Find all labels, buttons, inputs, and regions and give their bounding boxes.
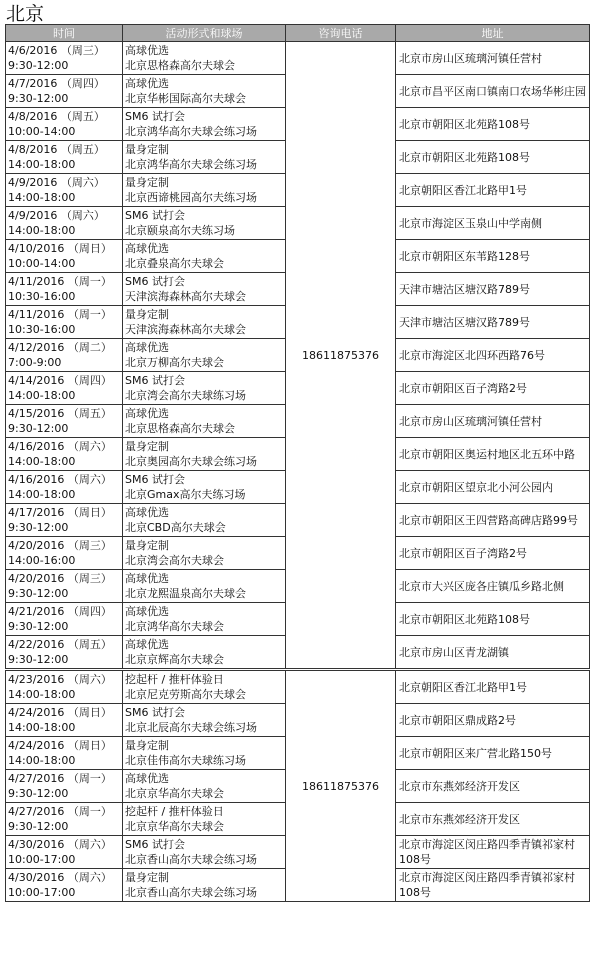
cell-activity — [123, 803, 286, 836]
event-activity: 高球优选 — [125, 407, 169, 420]
cell-address: 北京市朝阳区来广营北路150号 — [396, 737, 590, 770]
event-venue: 北京京华高尔夫球会 — [125, 820, 224, 833]
cell-address: 北京市房山区琉璃河镇任营村 — [396, 42, 590, 75]
event-venue: 北京鸿华高尔夫球会练习场 — [125, 158, 257, 171]
cell-address: 北京市朝阳区东苇路128号 — [396, 240, 590, 273]
event-date: 4/8/2016 （周五） — [8, 143, 105, 156]
event-activity: 高球优选 — [125, 572, 169, 585]
cell-activity — [123, 471, 286, 504]
cell-address: 北京市朝阳区北苑路108号 — [396, 603, 590, 636]
event-venue: 北京北辰高尔夫球会练习场 — [125, 721, 257, 734]
event-time: 14:00-18:00 — [8, 754, 76, 767]
event-venue: 北京思格森高尔夫球会 — [125, 422, 235, 435]
cell-time — [6, 339, 123, 372]
cell-activity — [123, 174, 286, 207]
cell-activity — [123, 836, 286, 869]
cell-activity — [123, 504, 286, 537]
event-activity: 挖起杆 / 推杆体验日 — [125, 673, 224, 686]
event-venue: 北京西谛桃园高尔夫练习场 — [125, 191, 257, 204]
cell-activity — [123, 570, 286, 603]
cell-time — [6, 240, 123, 273]
cell-time — [6, 836, 123, 869]
event-date: 4/27/2016 （周一） — [8, 805, 112, 818]
cell-address: 天津市塘沽区塘汉路789号 — [396, 273, 590, 306]
event-date: 4/23/2016 （周六） — [8, 673, 112, 686]
event-venue: 北京湾会高尔夫球会 — [125, 554, 224, 567]
event-time: 10:30-16:00 — [8, 290, 76, 303]
cell-activity — [123, 108, 286, 141]
cell-address: 北京市房山区琉璃河镇任营村 — [396, 405, 590, 438]
cell-time — [6, 42, 123, 75]
cell-activity — [123, 670, 286, 704]
event-time: 14:00-18:00 — [8, 191, 76, 204]
event-venue: 北京CBD高尔夫球会 — [125, 521, 226, 534]
cell-activity — [123, 207, 286, 240]
cell-time — [6, 869, 123, 902]
cell-time — [6, 174, 123, 207]
cell-address: 天津市塘沽区塘汉路789号 — [396, 306, 590, 339]
event-time: 14:00-18:00 — [8, 224, 76, 237]
event-activity: SM6 试打会 — [125, 706, 185, 719]
cell-activity — [123, 770, 286, 803]
event-time: 14:00-18:00 — [8, 488, 76, 501]
event-date: 4/22/2016 （周五） — [8, 638, 112, 651]
event-venue: 北京万柳高尔夫球会 — [125, 356, 224, 369]
event-time: 14:00-18:00 — [8, 455, 76, 468]
event-activity: 高球优选 — [125, 341, 169, 354]
cell-time — [6, 471, 123, 504]
cell-time — [6, 603, 123, 636]
event-date: 4/9/2016 （周六） — [8, 209, 105, 222]
cell-time — [6, 405, 123, 438]
event-venue: 北京香山高尔夫球会练习场 — [125, 853, 257, 866]
event-venue: 北京湾会高尔夫球练习场 — [125, 389, 246, 402]
event-activity: 量身定制 — [125, 176, 169, 189]
event-time: 10:00-17:00 — [8, 853, 76, 866]
event-date: 4/17/2016 （周日） — [8, 506, 112, 519]
event-activity: 量身定制 — [125, 143, 169, 156]
cell-activity — [123, 306, 286, 339]
header-address: 地址 — [396, 25, 590, 42]
cell-phone: 18611875376 — [286, 42, 396, 670]
event-venue: 北京思格森高尔夫球会 — [125, 59, 235, 72]
event-date: 4/24/2016 （周日） — [8, 739, 112, 752]
event-time: 9:30-12:00 — [8, 587, 69, 600]
event-activity: 量身定制 — [125, 440, 169, 453]
cell-time — [6, 372, 123, 405]
event-time: 10:00-17:00 — [8, 886, 76, 899]
event-date: 4/10/2016 （周日） — [8, 242, 112, 255]
event-activity: SM6 试打会 — [125, 473, 185, 486]
event-time: 14:00-16:00 — [8, 554, 76, 567]
cell-address: 北京市海淀区北四环西路76号 — [396, 339, 590, 372]
cell-time — [6, 537, 123, 570]
cell-activity — [123, 704, 286, 737]
event-time: 10:00-14:00 — [8, 257, 76, 270]
cell-time — [6, 438, 123, 471]
cell-activity — [123, 75, 286, 108]
table-row — [6, 670, 590, 704]
cell-address: 北京市朝阳区奥运村地区北五环中路 — [396, 438, 590, 471]
cell-activity — [123, 537, 286, 570]
event-date: 4/8/2016 （周五） — [8, 110, 105, 123]
event-venue: 北京尼克劳斯高尔夫球会 — [125, 688, 246, 701]
event-activity: SM6 试打会 — [125, 275, 185, 288]
event-time: 7:00-9:00 — [8, 356, 62, 369]
cell-activity — [123, 42, 286, 75]
event-date: 4/14/2016 （周四） — [8, 374, 112, 387]
event-venue: 北京华彬国际高尔夫球会 — [125, 92, 246, 105]
event-venue: 北京京华高尔夫球会 — [125, 787, 224, 800]
event-date: 4/27/2016 （周一） — [8, 772, 112, 785]
event-activity: 高球优选 — [125, 44, 169, 57]
cell-activity — [123, 141, 286, 174]
event-time: 14:00-18:00 — [8, 389, 76, 402]
event-time: 10:00-14:00 — [8, 125, 76, 138]
event-activity: SM6 试打会 — [125, 110, 185, 123]
cell-time — [6, 737, 123, 770]
cell-time — [6, 704, 123, 737]
cell-time — [6, 670, 123, 704]
event-time: 9:30-12:00 — [8, 787, 69, 800]
event-time: 9:30-12:00 — [8, 59, 69, 72]
event-date: 4/12/2016 （周二） — [8, 341, 112, 354]
event-activity: SM6 试打会 — [125, 209, 185, 222]
event-date: 4/16/2016 （周六） — [8, 473, 112, 486]
cell-address: 北京市朝阳区北苑路108号 — [396, 108, 590, 141]
cell-address: 北京市朝阳区王四营路高碑店路99号 — [396, 504, 590, 537]
event-activity: 高球优选 — [125, 605, 169, 618]
cell-activity — [123, 339, 286, 372]
cell-activity — [123, 273, 286, 306]
cell-time — [6, 504, 123, 537]
event-time: 10:30-16:00 — [8, 323, 76, 336]
event-time: 14:00-18:00 — [8, 688, 76, 701]
cell-time — [6, 141, 123, 174]
cell-address: 北京市大兴区庞各庄镇瓜乡路北侧 — [396, 570, 590, 603]
cell-address: 北京朝阳区香江北路甲1号 — [396, 670, 590, 704]
cell-address: 北京市昌平区南口镇南口农场华彬庄园 — [396, 75, 590, 108]
cell-address: 北京朝阳区香江北路甲1号 — [396, 174, 590, 207]
event-time: 9:30-12:00 — [8, 653, 69, 666]
event-time: 9:30-12:00 — [8, 620, 69, 633]
table-row — [6, 42, 590, 75]
event-date: 4/7/2016 （周四） — [8, 77, 105, 90]
event-activity: 挖起杆 / 推杆体验日 — [125, 805, 224, 818]
event-date: 4/21/2016 （周四） — [8, 605, 112, 618]
event-table — [5, 24, 590, 902]
event-time: 9:30-12:00 — [8, 92, 69, 105]
event-activity: 高球优选 — [125, 506, 169, 519]
cell-time — [6, 803, 123, 836]
event-venue: 北京佳伟高尔夫球练习场 — [125, 754, 246, 767]
event-activity: 量身定制 — [125, 871, 169, 884]
cell-address: 北京市海淀区玉泉山中学南侧 — [396, 207, 590, 240]
cell-time — [6, 770, 123, 803]
cell-activity — [123, 603, 286, 636]
event-venue: 天津滨海森林高尔夫球会 — [125, 323, 246, 336]
event-activity: 量身定制 — [125, 308, 169, 321]
event-activity: 量身定制 — [125, 539, 169, 552]
cell-activity — [123, 372, 286, 405]
event-date: 4/30/2016 （周六） — [8, 838, 112, 851]
cell-activity — [123, 438, 286, 471]
event-date: 4/20/2016 （周三） — [8, 572, 112, 585]
event-venue: 北京鸿华高尔夫球会练习场 — [125, 125, 257, 138]
event-venue: 北京鸿华高尔夫球会 — [125, 620, 224, 633]
cell-activity — [123, 636, 286, 670]
cell-address: 北京市朝阳区百子湾路2号 — [396, 372, 590, 405]
page-title: 北京 — [6, 3, 45, 25]
cell-time — [6, 636, 123, 670]
event-time: 14:00-18:00 — [8, 721, 76, 734]
cell-time — [6, 306, 123, 339]
event-venue: 北京香山高尔夫球会练习场 — [125, 886, 257, 899]
cell-address: 北京市东燕郊经济开发区 — [396, 770, 590, 803]
event-venue: 北京龙熙温泉高尔夫球会 — [125, 587, 246, 600]
cell-address: 北京市朝阳区百子湾路2号 — [396, 537, 590, 570]
event-venue: 天津滨海森林高尔夫球会 — [125, 290, 246, 303]
event-date: 4/6/2016 （周三） — [8, 44, 105, 57]
event-date: 4/11/2016 （周一） — [8, 275, 112, 288]
event-date: 4/9/2016 （周六） — [8, 176, 105, 189]
event-time: 9:30-12:00 — [8, 422, 69, 435]
header-phone: 咨询电话 — [286, 25, 396, 42]
cell-time — [6, 207, 123, 240]
event-activity: SM6 试打会 — [125, 374, 185, 387]
cell-time — [6, 570, 123, 603]
cell-address: 北京市朝阳区鼎成路2号 — [396, 704, 590, 737]
event-activity: 高球优选 — [125, 772, 169, 785]
cell-address: 北京市房山区青龙湖镇 — [396, 636, 590, 670]
header-activity: 活动形式和球场 — [123, 25, 286, 42]
cell-time — [6, 108, 123, 141]
cell-activity — [123, 405, 286, 438]
event-date: 4/24/2016 （周日） — [8, 706, 112, 719]
cell-phone: 18611875376 — [286, 670, 396, 902]
event-venue: 北京京辉高尔夫球会 — [125, 653, 224, 666]
event-date: 4/20/2016 （周三） — [8, 539, 112, 552]
cell-address: 北京市海淀区闵庄路四季青镇祁家村108号 — [396, 836, 590, 869]
event-activity: SM6 试打会 — [125, 838, 185, 851]
cell-address: 北京市朝阳区北苑路108号 — [396, 141, 590, 174]
event-date: 4/16/2016 （周六） — [8, 440, 112, 453]
event-venue: 北京奥园高尔夫球会练习场 — [125, 455, 257, 468]
cell-time — [6, 273, 123, 306]
event-date: 4/15/2016 （周五） — [8, 407, 112, 420]
event-activity: 高球优选 — [125, 242, 169, 255]
cell-time — [6, 75, 123, 108]
event-activity: 高球优选 — [125, 77, 169, 90]
table-header-row — [6, 25, 590, 42]
table-body — [6, 42, 590, 902]
event-activity: 量身定制 — [125, 739, 169, 752]
event-venue: 北京颐泉高尔夫练习场 — [125, 224, 235, 237]
event-venue: 北京Gmax高尔夫练习场 — [125, 488, 246, 501]
cell-address: 北京市海淀区闵庄路四季青镇祁家村108号 — [396, 869, 590, 902]
event-time: 9:30-12:00 — [8, 521, 69, 534]
event-date: 4/11/2016 （周一） — [8, 308, 112, 321]
event-date: 4/30/2016 （周六） — [8, 871, 112, 884]
cell-address: 北京市朝阳区望京北小河公园内 — [396, 471, 590, 504]
cell-activity — [123, 869, 286, 902]
event-time: 9:30-12:00 — [8, 820, 69, 833]
cell-activity — [123, 737, 286, 770]
cell-address: 北京市东燕郊经济开发区 — [396, 803, 590, 836]
event-time: 14:00-18:00 — [8, 158, 76, 171]
cell-activity — [123, 240, 286, 273]
event-activity: 高球优选 — [125, 638, 169, 651]
event-venue: 北京叠泉高尔夫球会 — [125, 257, 224, 270]
header-time: 时间 — [6, 25, 123, 42]
